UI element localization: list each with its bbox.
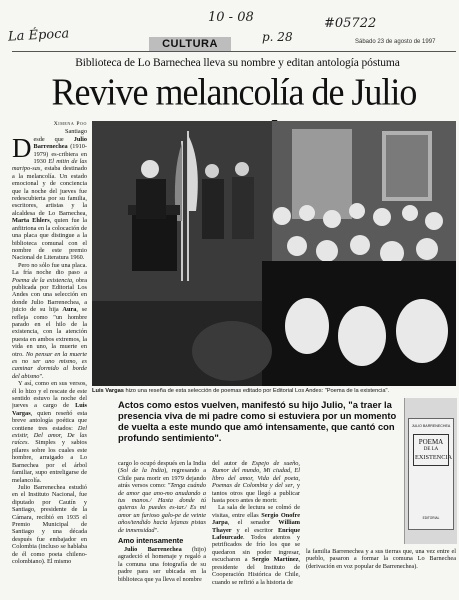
kicker: Biblioteca de Lo Barnechea lleva su nombre y editan antología póstuma	[75, 57, 400, 69]
handwritten-code: #05722	[324, 16, 377, 31]
issue-date: Sábado 23 de agosto de 1997	[355, 39, 436, 45]
article-column-1: Ximena Poo Santiago Desde que Julio Barrenechea (1910-1979) es-cribiera en 1930 El mitin de las maripo-sas, estaba destinado a la melancolía. Un estado emocional y de conciencia que la noche del jueves fue redescubierta por su familia, escritores, artistas y la alcaldesa de Lo Barnechea, Marta Ehlers, quien fue la anfitriona en la colocación de una placa que distingue a la biblioteca comunal con el nombre de este premio Nacional de Literatura 1960. Pero no sólo fue una placa. La fría noche dio paso a Poema de la existencia, obra publicada por Editorial Los Andes con una selección en donde Julio Barrenechea, a juicio de su hija Aura, se refleja como "un hombre parado en el hilo de la existencia, con la atención puesta en ambos extremos, la vida en uno, la muerte en otro. No pensar en la muerte es no ser uno mismo, es caminar dormido al borde del abismo". Y así, como en sus versos, él lo hizo y el rescate de este sentido estuvo la noche del jueves a cargo de Luis Vargas, quien reseñó esta breve antología poética que contiene tres estados: Del existir, Del amor, De las raíces. Simples y sabios pilares sobre los cuales este hombre, arraigado a Lo Barnechea por el árbol familiar, supo entreligarse de melancolía. Julio Barrenechea estudió en el Instituto Nacional, fue diputado por Cautín y Santiago, presidente de la Cámara, recibió en 1935 el Premio Municipal de Santiago y una década después fue embajador en Colombia (incluso se hablaba de él como poeta chileno-colombiano). El mismo	[12, 121, 87, 565]
handwritten-paper-name: La Época	[7, 26, 70, 45]
drop-cap: D	[12, 132, 32, 163]
article-column-4: la familia Barrenechea y a sus tierras que, una vez entre el pueblo, pasaron a formar la comuna Lo Barnechea (derivación en voz popular de Barrenechea).	[306, 548, 456, 570]
pull-quote: Actos como estos vuelven, manifestó su hijo Julio, "a traer la presencia viva de mi padre como si estuviera por un momento de vuelta a este mundo que amó intensamente, que cantó con profundo sentimiento".	[118, 399, 397, 443]
photo-scene	[92, 121, 456, 386]
book-author: JULIO BARRENECHEA	[411, 424, 451, 428]
article-column-3: del autor de Espejo de sueño, Rumor del mundo, Mi ciudad, El libro del amor, Vida del poeta, Poemas de Colombia y del ser, y tantos otros que llegó a publicar hasta poco antes de morir. La sala de lectura se colmó de visitas, entre ellas Sergio Onofre Jarpa, el senador William Thayer y el escritor Enrique Lafourcade. Todos atentos y petrificados de frío los que se quedaron sin poder ingresar, escucharon a Sergio Martínez, presidente del Instituto de Cooperación Histórica de Chile, cuando se refirió a la historia de	[212, 460, 300, 586]
handwritten-date: 10 - 08	[208, 10, 254, 25]
photo-caption: Luis Vargas hizo una reseña de esta selección de poemas editado por Editorial Los Andes: "Poema de la existencia".	[92, 388, 390, 394]
byline: Ximena Poo	[53, 121, 87, 127]
headline: Revive melancolía de Julio	[51, 71, 417, 113]
book-title: POEMA DE LA EXISTENCIA	[413, 434, 449, 466]
book-cover-inner	[408, 418, 454, 530]
event-photo	[92, 121, 456, 386]
subhead: Amo intensamente	[118, 536, 184, 546]
dateline: Santiago	[64, 128, 87, 136]
section-label: CULTURA	[149, 37, 231, 51]
header-rule	[12, 51, 456, 52]
article-column-2: cargo lo ocupó después en la India (Sol de la India), regresando a Chile para morir en 1979 dejando atrás versos como: "Tenga cuándo de amor que ano-mo anudando a tus manos./ Hasta donde tú quieras la puedes es-tar./ Es mi amor un furioso galo-pe de veinte años/tendido hacia lejanas pistas de inmensidad". Amo intensamente Julio Barrenechea (hijo) agradeció el homenaje y regaló a la comuna una fotografía de su padre para ser ubicada en la biblioteca que ya lleva el nombre	[118, 460, 206, 583]
book-publisher: EDITORIAL	[422, 516, 440, 520]
handwritten-page: p. 28	[262, 30, 293, 44]
